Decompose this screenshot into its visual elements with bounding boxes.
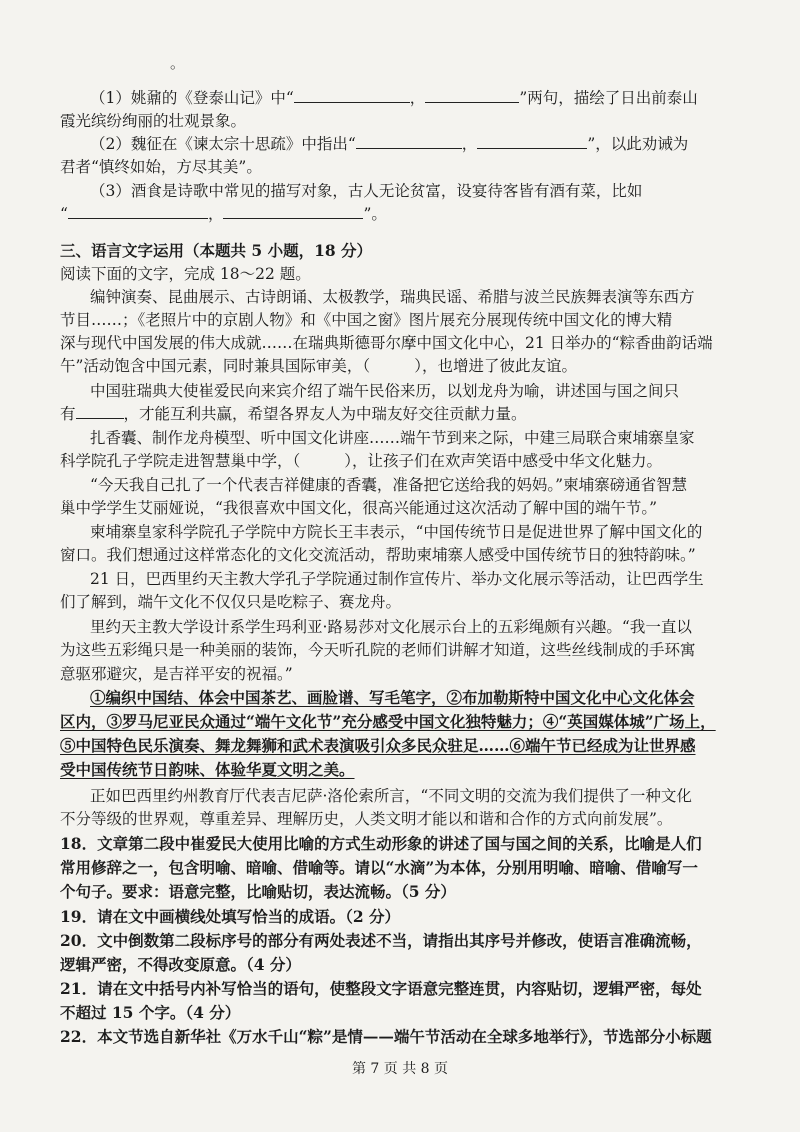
passage-line: 21 日，巴西里约天主教大学孔子学院通过制作宣传片、举办文化展示等活动，让巴西学生 xyxy=(90,570,704,588)
question-21-line2: 不超过 15 个字。（4 分） xyxy=(60,1003,241,1022)
passage-line: 柬埔寨皇家科学院孔子学院中方院长王丰表示，“中国传统节日是促进世界了解中国文化的 xyxy=(90,523,703,541)
passage-line: 窗口。我们想通过这样常态化的文化交流活动，帮助柬埔寨人感受中国传统节日的独特韵味。” xyxy=(60,546,696,564)
section-title: 三、语言文字运用（本题共 5 小题，18 分） xyxy=(60,241,373,260)
idiom-blank[interactable] xyxy=(76,404,124,419)
answer-blank[interactable] xyxy=(425,88,519,103)
question-18-line3: 个句子。要求：语意完整，比喻贴切，表达流畅。（5 分） xyxy=(60,882,456,901)
question-18-line2: 常用修辞之一，包含明喻、暗喻、借喻等。请以“水滴”为本体，分别用明喻、暗喻、借喻写一 xyxy=(60,858,698,877)
passage-line: 巢中学学生艾丽娅说，“我很喜欢中国文化，很高兴能通过这次活动了解中国的端午节。” xyxy=(60,499,658,517)
numbered-passage-line: ⑤中国特色民乐演奏、舞龙舞狮和武术表演吸引众多民众驻足……⑥端午节已经成为让世界感 xyxy=(60,736,696,755)
question-22: 22．本文节选自新华社《万水千山“粽”是情——端午节活动在全球多地举行》，节选部分小标题 xyxy=(60,1027,712,1046)
answer-blank[interactable] xyxy=(223,204,363,219)
passage-line: 为这些五彩绳只是一种美丽的装饰，今天听孔院的老师们讲解才知道，这些丝线制成的手环寓 xyxy=(60,641,696,659)
fill-question-2: （2）魏征在《谏太宗十思疏》中指出“ ， ”，以此劝诫为 xyxy=(90,135,689,153)
passage-line: 节目……；《老照片中的京剧人物》和《中国之窗》图片展充分展现传统中国文化的博大精 xyxy=(60,311,673,329)
numbered-passage-line: 区内，③罗马尼亚民众通过“端午文化节”充分感受中国文化独特魅力；④“英国媒体城”广场上， xyxy=(60,712,716,731)
fill-question-1: （1）姚鼐的《登泰山记》中“ ， ”两句，描绘了日出前泰山 xyxy=(90,89,698,107)
passage-line: “今天我自己扎了一个代表吉祥健康的香囊，准备把它送给我的妈妈。”柬埔寨磅通省智慧 xyxy=(90,476,688,494)
passage-line: 正如巴西里约州教育厅代表吉尼萨·洛伦索所言，“不同文明的交流为我们提供了一种文化 xyxy=(90,787,692,805)
fill-question-3: （3）酒食是诗歌中常见的描写对象，古人无论贫富，设宴待客皆有酒有菜，比如 xyxy=(90,182,643,200)
passage-line: 不分等级的世界观，尊重差异、理解历史，人类文明才能以和谐和合作的方式向前发展”。 xyxy=(60,810,673,828)
fill-question-3-line2: “ ， ”。 xyxy=(60,205,387,223)
answer-blank[interactable] xyxy=(294,88,410,103)
fill-question-1-line2: 霞光缤纷绚丽的壮观景象。 xyxy=(60,112,247,130)
question-18: 18．文章第二段中崔爱民大使用比喻的方式生动形象的讲述了国与国之间的关系，比喻是人们 xyxy=(60,834,702,853)
numbered-passage-line: 受中国传统节日韵味、体验华夏文明之美。 xyxy=(60,760,355,779)
question-20: 20．文中倒数第二段标序号的部分有两处表述不当，请指出其序号并修改，使语言准确流畅， xyxy=(60,931,702,950)
page-number: 第 7 页 共 8 页 xyxy=(351,1061,449,1077)
section-instruction: 阅读下面的文字，完成 18～22 题。 xyxy=(60,265,311,283)
passage-line: 意驱邪避灾，是吉祥平安的祝福。” xyxy=(60,665,293,683)
question-21: 21．请在文中括号内补写恰当的语句，使整段文字语意完整连贯，内容贴切，逻辑严密，每处 xyxy=(60,979,702,998)
top-mark: 。 xyxy=(170,54,186,72)
passage-line: 科学院孔子学院走进智慧巢中学，（ ），让孩子们在欢声笑语中感受中华文化魅力。 xyxy=(60,452,663,470)
passage-line: 深与现代中国发展的伟大成就……在瑞典斯德哥尔摩中国文化中心，21 日举办的“粽香曲韵话端 xyxy=(60,334,713,352)
fill-question-2-line2: 君者“慎终如始，方尽其美”。 xyxy=(60,158,262,176)
passage-line: 中国驻瑞典大使崔爱民向来宾介绍了端午民俗来历，以划龙舟为喻，讲述国与国之间只 xyxy=(90,382,680,400)
passage-line: 们了解到，端午文化不仅仅只是吃粽子、赛龙舟。 xyxy=(60,593,402,611)
passage-line: 里约天主教大学设计系学生玛利亚·路易莎对文化展示台上的五彩绳颇有兴趣。“我一直以 xyxy=(90,618,692,636)
numbered-passage-line: ①编织中国结、体会中国茶艺、画脸谱、写毛笔字，②布加勒斯特中国文化中心文化体会 xyxy=(90,688,695,707)
answer-blank[interactable] xyxy=(477,134,587,149)
question-19: 19．请在文中画横线处填写恰当的成语。（2 分） xyxy=(60,907,401,926)
passage-line: 午”活动饱含中国元素，同时兼具国际审美，（ ），也增进了彼此友谊。 xyxy=(60,357,577,375)
question-20-line2: 逻辑严密，不得改变原意。（4 分） xyxy=(60,955,301,974)
answer-blank[interactable] xyxy=(68,204,208,219)
answer-blank[interactable] xyxy=(356,134,462,149)
passage-line: 扎香囊、制作龙舟模型、听中国文化讲座……端午节到来之际，中建三局联合柬埔寨皇家 xyxy=(90,429,695,447)
passage-line: 有 ，才能互利共赢，希望各界友人为中瑞友好交往贡献力量。 xyxy=(60,405,527,423)
passage-line: 编钟演奏、昆曲展示、古诗朗诵、太极教学，瑞典民谣、希腊与波兰民族舞表演等东西方 xyxy=(90,288,695,306)
